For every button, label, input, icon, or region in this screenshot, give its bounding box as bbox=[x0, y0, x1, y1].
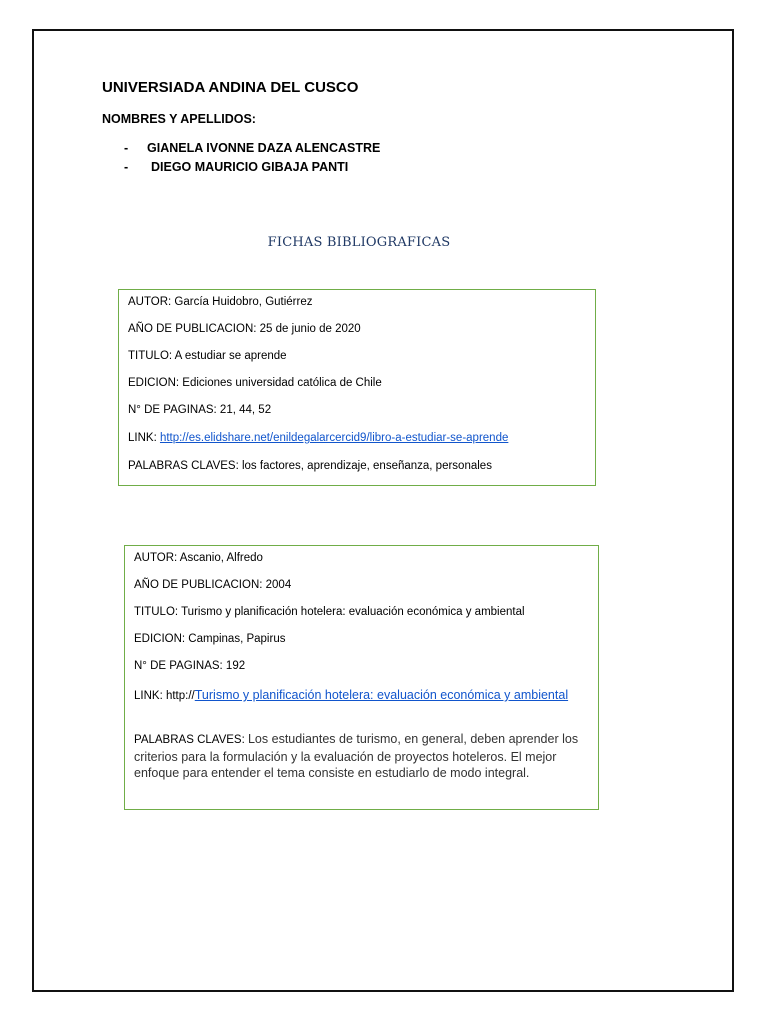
title-field: TITULO: Turismo y planificación hotelera: evaluación económica y ambiental bbox=[134, 606, 525, 618]
link-label: LINK: bbox=[128, 432, 160, 444]
year-field: AÑO DE PUBLICACION: 2004 bbox=[134, 579, 292, 591]
list-bullet: - bbox=[124, 141, 129, 155]
names-label: NOMBRES Y APELLIDOS: bbox=[102, 112, 256, 126]
bibliographic-card bbox=[118, 289, 596, 486]
keywords-field: PALABRAS CLAVES: los factores, aprendizaje, enseñanza, personales bbox=[128, 460, 492, 472]
member-name: GIANELA IVONNE DAZA ALENCASTRE bbox=[147, 141, 381, 155]
keywords-field bbox=[134, 731, 584, 782]
bibliographic-card bbox=[124, 545, 599, 810]
pages-field: N° DE PAGINAS: 192 bbox=[134, 660, 246, 672]
author-field: AUTOR: Ascanio, Alfredo bbox=[134, 552, 263, 564]
section-title: FICHAS BIBLIOGRAFICAS bbox=[267, 235, 451, 250]
university-heading: UNIVERSIADA ANDINA DEL CUSCO bbox=[102, 79, 359, 96]
link-label: LINK: bbox=[134, 690, 166, 702]
page-frame bbox=[32, 29, 734, 992]
link-field bbox=[134, 687, 584, 704]
link-prefix: http:// bbox=[165, 690, 195, 702]
edition-field: EDICION: Ediciones universidad católica de Chile bbox=[128, 377, 382, 389]
title-field: TITULO: A estudiar se aprende bbox=[128, 350, 287, 362]
keywords-text: Los estudiantes de turismo, en general, deben aprender los criterios para la formulación y la evaluación de proyectos hoteleros. El mejor enfoque para entender el tema consiste en estudiarlo de modo integral. bbox=[134, 732, 579, 780]
pages-field: N° DE PAGINAS: 21, 44, 52 bbox=[128, 404, 272, 416]
bibliography-link[interactable]: http://es.elidshare.net/enildegalarcercid9/libro-a-estudiar-se-aprende bbox=[159, 432, 509, 444]
list-bullet: - bbox=[124, 160, 129, 174]
author-field: AUTOR: García Huidobro, Gutiérrez bbox=[128, 296, 313, 308]
link-field bbox=[128, 432, 508, 444]
member-name: DIEGO MAURICIO GIBAJA PANTI bbox=[151, 160, 349, 174]
keywords-label: PALABRAS CLAVES: bbox=[134, 734, 248, 746]
year-field: AÑO DE PUBLICACION: 25 de junio de 2020 bbox=[128, 323, 361, 335]
bibliography-link[interactable]: Turismo y planificación hotelera: evaluación económica y ambiental bbox=[194, 688, 569, 702]
edition-field: EDICION: Campinas, Papirus bbox=[134, 633, 286, 645]
